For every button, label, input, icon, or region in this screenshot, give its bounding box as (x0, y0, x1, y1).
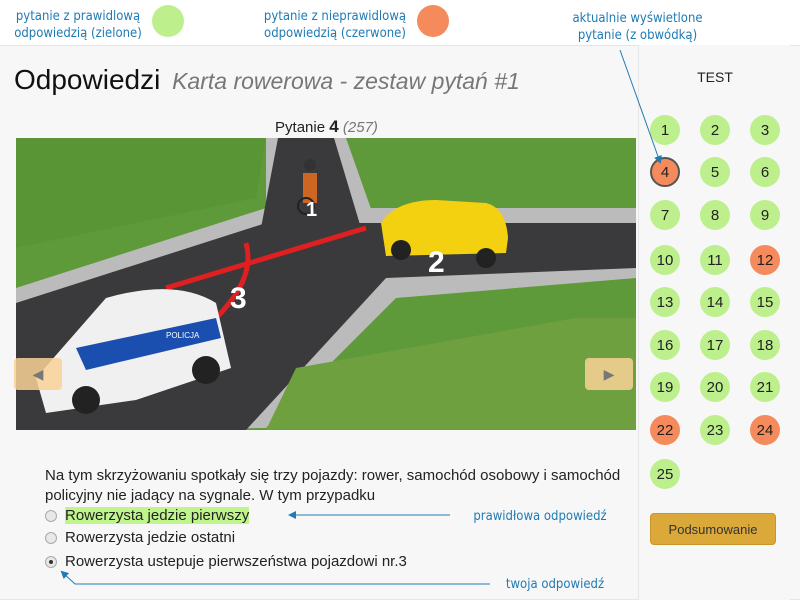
annotation-correct (8, 8, 148, 42)
question-button-2[interactable]: 2 (700, 115, 730, 145)
legend-green-dot (152, 5, 184, 37)
question-button-25[interactable]: 25 (650, 459, 680, 489)
question-button-12[interactable]: 12 (750, 245, 780, 275)
question-text: Na tym skrzyżowaniu spotkały się trzy pojazdy: rower, samochód osobowy i samochód policyjny nie jadący na sygnale. W tym przypadku (45, 467, 621, 504)
next-button[interactable]: ▶ (585, 358, 633, 390)
annotation-your-answer: twoja odpowiedź (505, 577, 605, 592)
question-id: (257) (342, 119, 378, 136)
question-button-5[interactable]: 5 (700, 157, 730, 187)
question-num: 4 (329, 117, 339, 136)
annotation-text: pytanie z nieprawidlową (263, 9, 407, 24)
summary-button[interactable]: Podsumowanie (650, 513, 776, 545)
question-button-20[interactable]: 20 (700, 372, 730, 402)
question-button-8[interactable]: 8 (700, 200, 730, 230)
answer-text: Rowerzysta jedzie ostatni (65, 529, 236, 546)
question-button-23[interactable]: 23 (700, 415, 730, 445)
question-number (0, 117, 653, 137)
answer-text: Rowerzysta ustepuje pierwszeństwa pojazdowi nr.3 (65, 553, 407, 570)
vehicle-label-1: 1 (306, 199, 318, 221)
question-button-18[interactable]: 18 (750, 330, 780, 360)
annotation-text: odpowiedzią (czerwone) (264, 26, 406, 41)
page-subtitle: Karta rowerowa - zestaw pytań #1 (172, 68, 520, 94)
annotation-wrong (260, 8, 410, 42)
question-button-22[interactable]: 22 (650, 415, 680, 445)
radio-button-selected[interactable] (45, 556, 57, 568)
question-button-24[interactable]: 24 (750, 415, 780, 445)
annotation-text: odpowiedzią (zielone) (14, 26, 142, 41)
answer-text: Rowerzysta jedzie pierwszy (65, 507, 250, 524)
annotation-current (560, 10, 715, 44)
legend-red-dot (417, 5, 449, 37)
annotation-correct-answer: prawidłowa odpowiedź (473, 509, 607, 524)
question-button-1[interactable]: 1 (650, 115, 680, 145)
answer-option-2[interactable] (45, 529, 235, 546)
answer-option-3[interactable] (45, 553, 407, 570)
question-button-4[interactable]: 4 (650, 157, 680, 187)
prev-button[interactable]: ◀ (14, 358, 62, 390)
question-button-3[interactable]: 3 (750, 115, 780, 145)
answer-option-1[interactable] (45, 507, 249, 524)
police-label: POLICJA (166, 331, 200, 340)
question-label: Pytanie (275, 119, 326, 136)
question-button-7[interactable]: 7 (650, 200, 680, 230)
question-button-9[interactable]: 9 (750, 200, 780, 230)
question-button-16[interactable]: 16 (650, 330, 680, 360)
page-title (14, 64, 520, 96)
question-button-17[interactable]: 17 (700, 330, 730, 360)
question-button-6[interactable]: 6 (750, 157, 780, 187)
question-button-13[interactable]: 13 (650, 287, 680, 317)
annotation-text: aktualnie wyświetlone (572, 11, 703, 26)
annotation-text: pytanie (z obwódką) (577, 28, 698, 43)
question-button-19[interactable]: 19 (650, 372, 680, 402)
question-button-11[interactable]: 11 (700, 245, 730, 275)
vehicle-label-3: 3 (230, 282, 247, 315)
question-image (16, 138, 636, 430)
question-button-15[interactable]: 15 (750, 287, 780, 317)
question-button-14[interactable]: 14 (700, 287, 730, 317)
sidebar-title: TEST (697, 69, 733, 85)
radio-button[interactable] (45, 532, 57, 544)
radio-button[interactable] (45, 510, 57, 522)
question-button-21[interactable]: 21 (750, 372, 780, 402)
title-text: Odpowiedzi (14, 64, 161, 95)
question-button-10[interactable]: 10 (650, 245, 680, 275)
annotation-text: pytanie z prawidlową (15, 9, 141, 24)
vehicle-label-2: 2 (428, 246, 445, 279)
